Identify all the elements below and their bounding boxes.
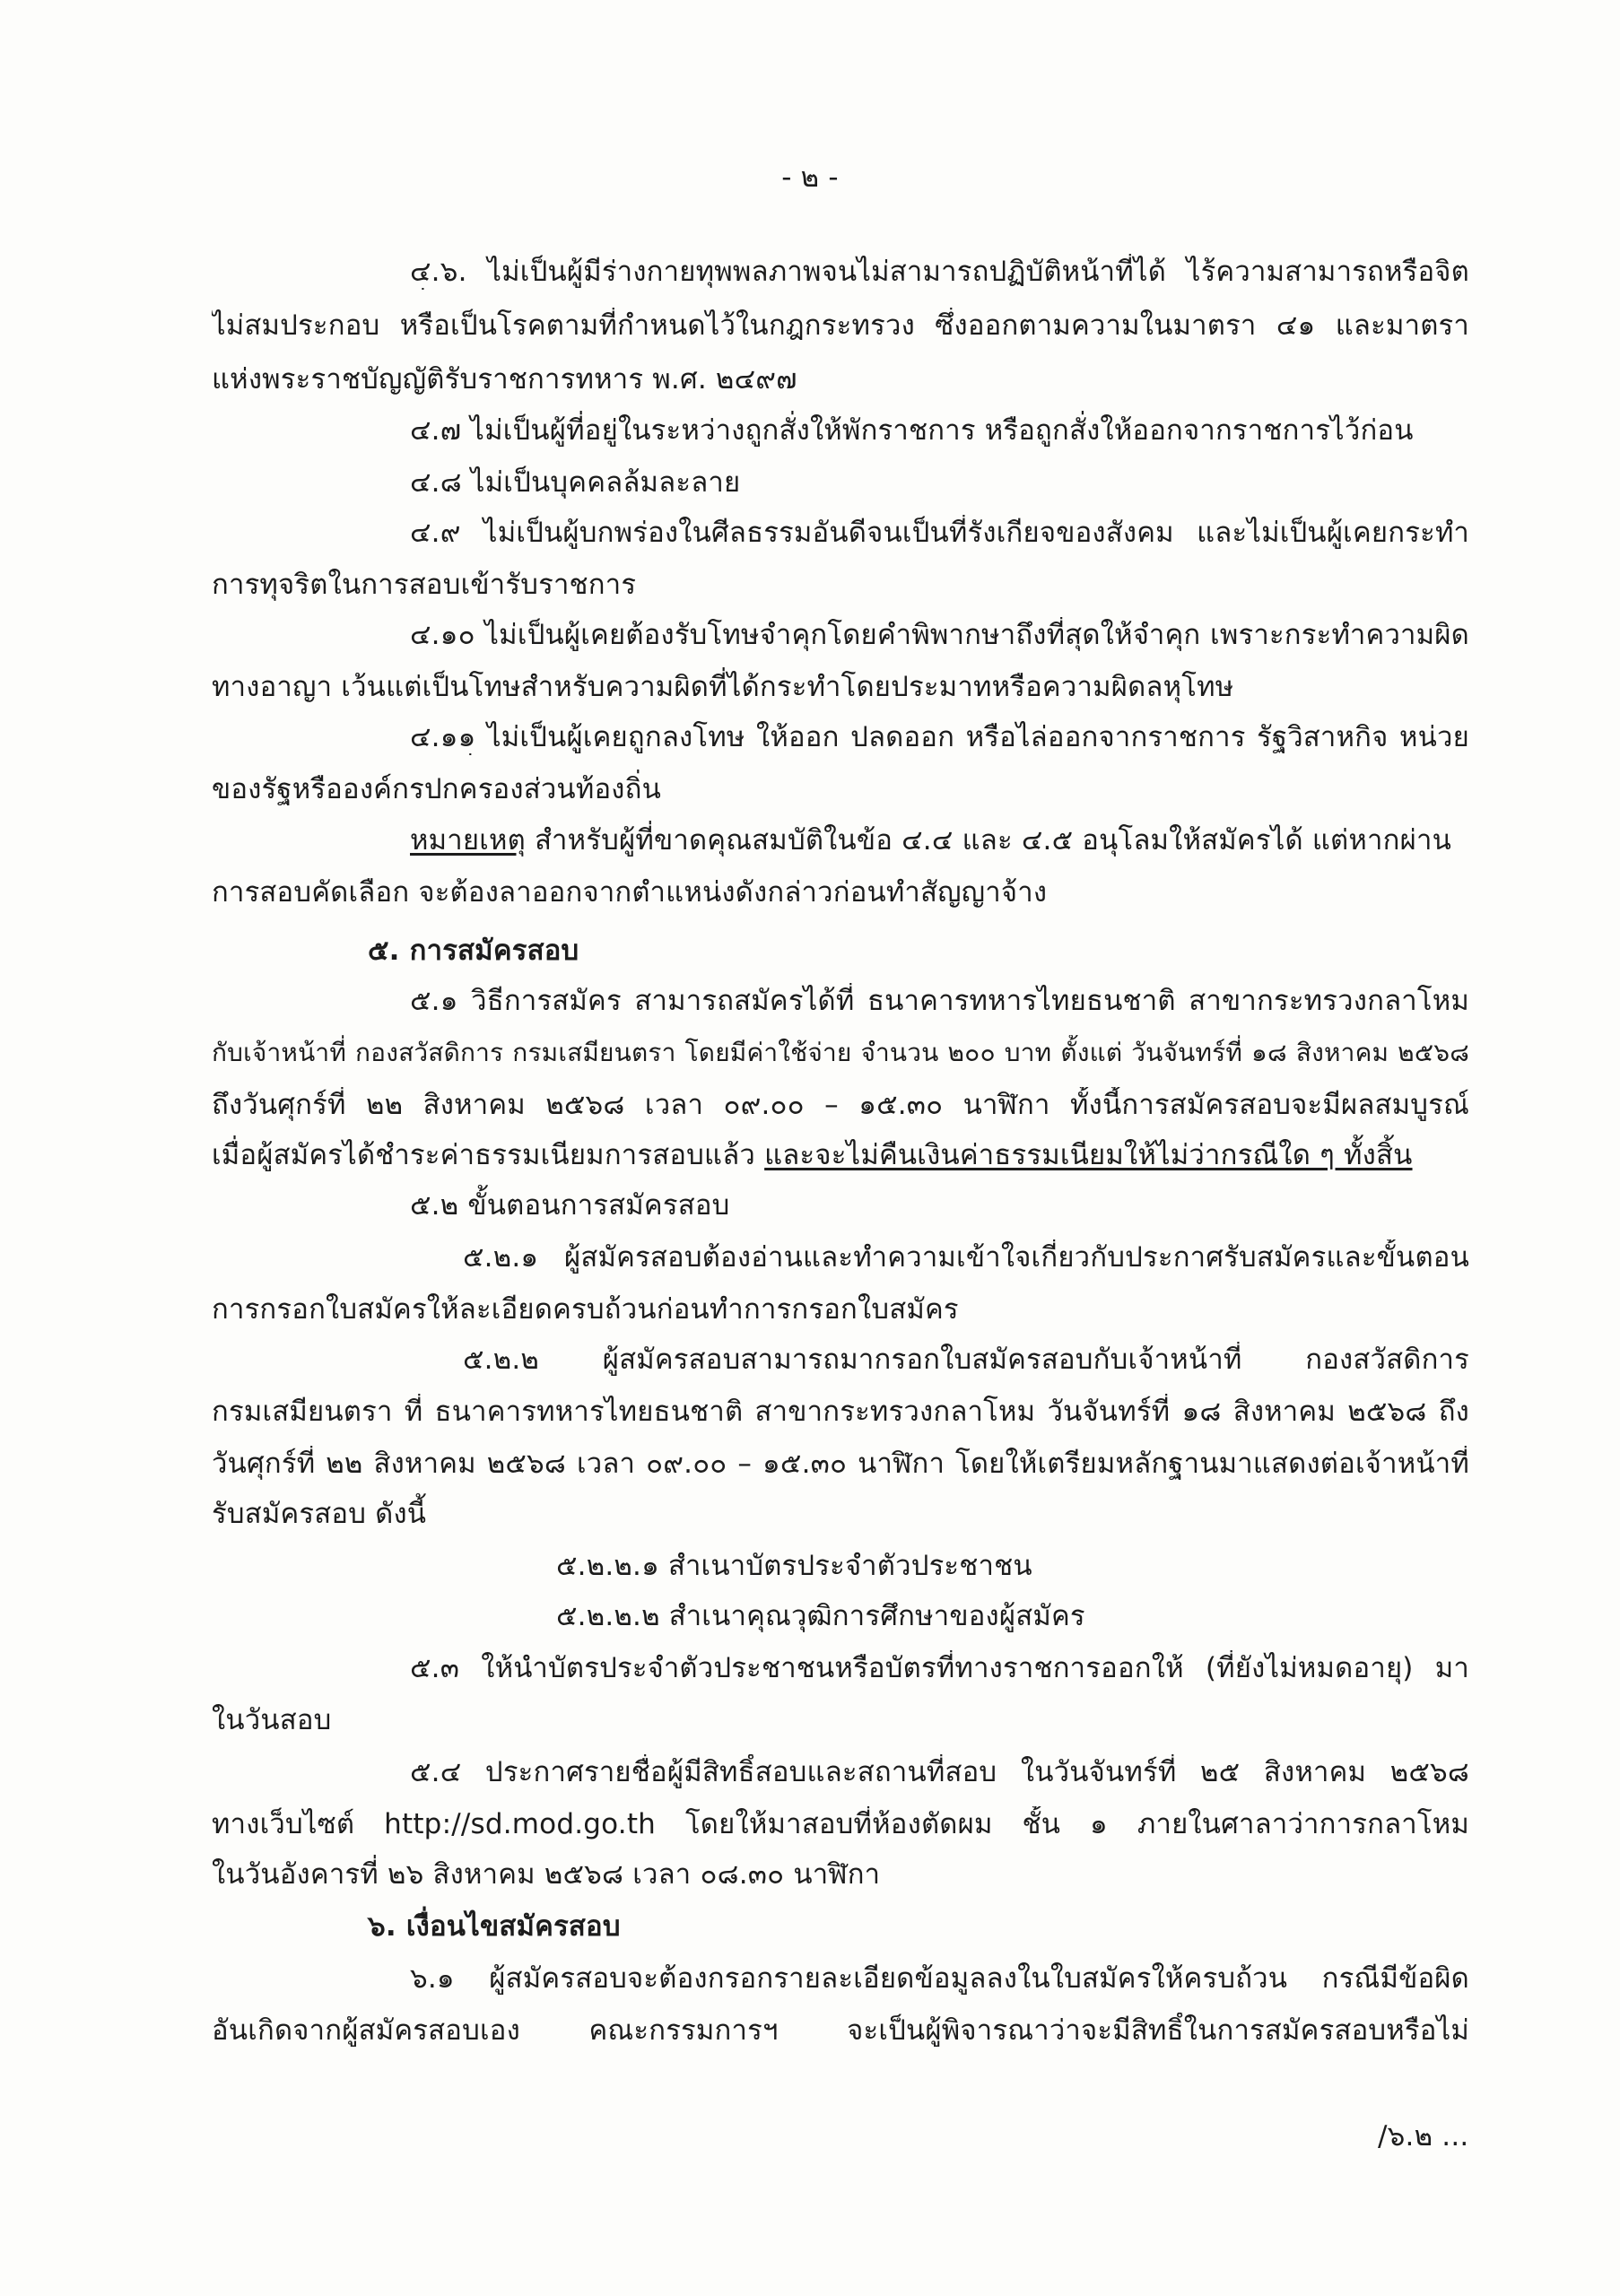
item-5-2-2-1: ๕.๒.๒.๑ สำเนาบัตรประจำตัวประชาชน	[556, 1550, 1032, 1582]
item-5-4-line-3: ในวันอังคารที่ ๒๖ สิงหาคม ๒๕๖๘ เวลา ๐๘.๓๐ นาฬิกา	[212, 1858, 881, 1891]
note-line-1	[410, 822, 1469, 858]
item-4-9-line-1: ๔.๙ ไม่เป็นผู้บกพร่องในศีลธรรมอันดีจนเป็นที่รังเกียจของสังคม และไม่เป็นผู้เคยกระทำ	[410, 517, 1469, 549]
item-5-4-line-1: ๕.๔ ประกาศรายชื่อผู้มีสิทธิ์สอบและสถานที่สอบ ในวันจันทร์ที่ ๒๕ สิงหาคม ๒๕๖๘	[410, 1756, 1469, 1788]
item-5-1-line-2: กับเจ้าหน้าที่ กองสวัสดิการ กรมเสมียนตรา โดยมีค่าใช้จ่าย จำนวน ๒๐๐ บาท ตั้งแต่ วันจันทร์ที่ ๑๘ สิงหาคม ๒๕๖๘	[212, 1038, 1469, 1067]
section-6-heading: ๖. เงื่อนไขสมัครสอบ	[368, 1910, 621, 1943]
item-5-2-1-line-2: การกรอกใบสมัครให้ละเอียดครบถ้วนก่อนทำการกรอกใบสมัคร	[212, 1293, 959, 1326]
no-refund-text: และจะไม่คืนเงินค่าธรรมเนียมให้ไม่ว่ากรณีใด ๆ ทั้งสิ้น	[764, 1139, 1413, 1171]
item-5-1-line-1: ๕.๑ วิธีการสมัคร สามารถสมัครได้ที่ ธนาคารทหารไทยธนชาติ สาขากระทรวงกลาโหม	[410, 985, 1469, 1017]
item-4-6-line-3: แห่งพระราชบัญญัติรับราชการทหาร พ.ศ. ๒๔๙๗	[212, 363, 797, 396]
note-text: สำหรับผู้ที่ขาดคุณสมบัติในข้อ ๔.๔ และ ๔.๕ อนุโลมให้สมัครได้ แต่หากผ่าน	[526, 824, 1451, 857]
item-5-2-2-line-1: ๕.๒.๒ ผู้สมัครสอบสามารถมากรอกใบสมัครสอบกับเจ้าหน้าที่ กองสวัสดิการ	[463, 1344, 1469, 1376]
item-4-11-line-2: ของรัฐหรือองค์กรปกครองส่วนท้องถิ่น	[212, 773, 661, 805]
item-5-4-line-2: ทางเว็บไซต์ http://sd.mod.go.th โดยให้มาสอบที่ห้องตัดผม ชั้น ๑ ภายในศาลาว่าการกลาโหม	[212, 1808, 1469, 1840]
continuation-marker: /๖.๒ ...	[1378, 2120, 1469, 2152]
item-4-8: ๔.๘ ไม่เป็นบุคคลล้มละลาย	[410, 466, 741, 499]
item-5-3-line-2: ในวันสอบ	[212, 1704, 332, 1736]
item-6-1-line-2: อันเกิดจากผู้สมัครสอบเอง คณะกรรมการฯ จะเป็นผู้พิจารณาว่าจะมีสิทธิ์ในการสมัครสอบหรือไม่	[212, 2014, 1469, 2047]
section-5-heading: ๕. การสมัครสอบ	[368, 935, 579, 967]
item-5-1-line-3: ถึงวันศุกร์ที่ ๒๒ สิงหาคม ๒๕๖๘ เวลา ๐๙.๐๐ – ๑๕.๓๐ นาฬิกา ทั้งนี้การสมัครสอบจะมีผลสมบูรณ์	[212, 1089, 1469, 1121]
item-4-10-line-1: ๔.๑๐ ไม่เป็นผู้เคยต้องรับโทษจำคุกโดยคำพิพากษาถึงที่สุดให้จำคุก เพราะกระทำความผิด	[410, 619, 1469, 651]
item-5-2: ๕.๒ ขั้นตอนการสมัครสอบ	[410, 1189, 730, 1222]
item-5-2-2-line-2: กรมเสมียนตรา ที่ ธนาคารทหารไทยธนชาติ สาขากระทรวงกลาโหม วันจันทร์ที่ ๑๘ สิงหาคม ๒๕๖๘ ถึง	[212, 1396, 1469, 1428]
item-5-2-1-line-1: ๕.๒.๑ ผู้สมัครสอบต้องอ่านและทำความเข้าใจเกี่ยวกับประกาศรับสมัครและขั้นตอน	[463, 1241, 1469, 1274]
item-5-2-2-2: ๕.๒.๒.๒ สำเนาคุณวุฒิการศึกษาของผู้สมัคร	[556, 1600, 1085, 1632]
item-5-2-2-line-4: รับสมัครสอบ ดังนี้	[212, 1498, 427, 1530]
item-4-10-line-2: ทางอาญา เว้นแต่เป็นโทษสำหรับความผิดที่ได้กระทำโดยประมาทหรือความผิดลหุโทษ	[212, 671, 1234, 703]
fee-text: เมื่อผู้สมัครได้ชำระค่าธรรมเนียมการสอบแล้ว	[212, 1139, 765, 1171]
item-5-2-2-line-3: วันศุกร์ที่ ๒๒ สิงหาคม ๒๕๖๘ เวลา ๐๙.๐๐ – ๑๕.๓๐ นาฬิกา โดยให้เตรียมหลักฐานมาแสดงต่อเจ้าหน้าที่	[212, 1448, 1469, 1480]
item-5-3-line-1: ๕.๓ ให้นำบัตรประจำตัวประชาชนหรือบัตรที่ทางราชการออกให้ (ที่ยังไม่หมดอายุ) มา	[410, 1652, 1469, 1684]
item-4-6-line-1: ๔.๖. ไม่เป็นผู้มีร่างกายทุพพลภาพจนไม่สามารถปฏิบัติหน้าที่ได้ ไร้ความสามารถหรือจิต	[410, 256, 1469, 288]
item-4-11-line-1: ๔.๑๑ ไม่เป็นผู้เคยถูกลงโทษ ให้ออก ปลดออก หรือไล่ออกจากราชการ รัฐวิสาหกิจ หน่วย	[410, 721, 1469, 753]
note-line-2: การสอบคัดเลือก จะต้องลาออกจากตำแหน่งดังกล่าวก่อนทำสัญญาจ้าง	[212, 876, 1048, 909]
item-4-7: ๔.๗ ไม่เป็นผู้ที่อยู่ในระหว่างถูกสั่งให้พักราชการ หรือถูกสั่งให้ออกจากราชการไว้ก่อน	[410, 414, 1414, 447]
item-6-1-line-1: ๖.๑ ผู้สมัครสอบจะต้องกรอกรายละเอียดข้อมูลลงในใบสมัครให้ครบถ้วน กรณีมีข้อผิด	[410, 1962, 1469, 1995]
item-5-1-line-4	[212, 1137, 1413, 1173]
page-number: - ๒ -	[781, 161, 839, 194]
item-4-9-line-2: การทุจริตในการสอบเข้ารับราชการ	[212, 569, 637, 601]
item-4-6-line-2: ไม่สมประกอบ หรือเป็นโรคตามที่กำหนดไว้ในกฎกระทรวง ซึ่งออกตามความในมาตรา ๔๑ และมาตรา	[212, 309, 1469, 342]
note-label: หมายเหตุ	[410, 824, 527, 857]
